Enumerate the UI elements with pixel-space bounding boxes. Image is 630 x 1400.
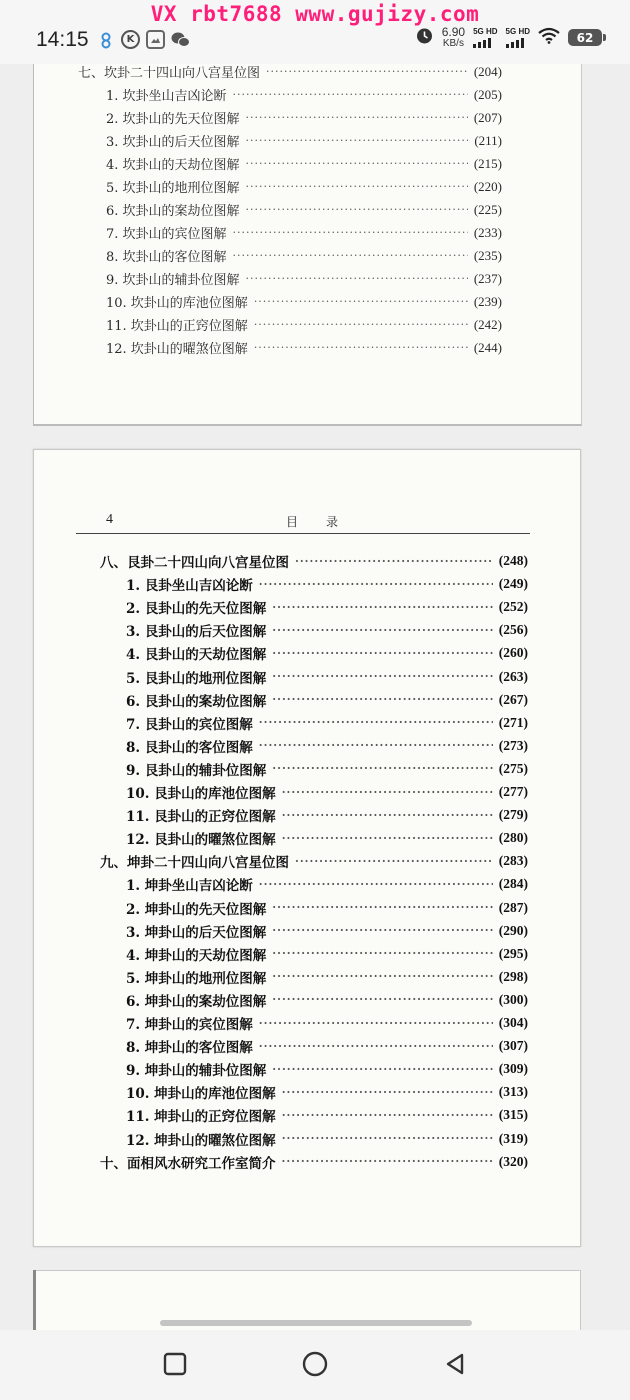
leader-dots bbox=[272, 601, 492, 614]
toc-entry-page: (313) bbox=[498, 1084, 528, 1100]
toc-entry-title: 5. 艮卦山的地刑位图解 bbox=[126, 670, 267, 687]
toc-entry-page: (283) bbox=[498, 853, 528, 869]
toc-entry-title: 九、坤卦二十四山向八宫星位图 bbox=[100, 855, 289, 872]
leader-dots bbox=[272, 993, 492, 1006]
toc-entry bbox=[126, 944, 528, 964]
toc-entry-title: 3. 坎卦山的后天位图解 bbox=[106, 135, 240, 150]
toc-entry bbox=[126, 921, 528, 941]
toc-entry-page: (267) bbox=[498, 691, 528, 707]
toc-entry bbox=[126, 597, 528, 617]
leader-dots bbox=[282, 1155, 493, 1168]
toc-entry-title: 10. 艮卦山的库池位图解 bbox=[126, 786, 276, 802]
leader-dots bbox=[259, 878, 493, 891]
toc-entry-page: (252) bbox=[498, 599, 528, 615]
toc-entry-title: 3. 坤卦山的后天位图解 bbox=[126, 924, 267, 941]
leader-dots bbox=[272, 670, 492, 683]
toc-entry-page: (290) bbox=[498, 922, 528, 938]
page-number: 4 bbox=[106, 512, 113, 527]
toc-entry-title: 1. 艮卦坐山吉凶论断 bbox=[126, 578, 253, 595]
toc-entry-page: (204) bbox=[473, 63, 502, 79]
toc-entry-title: 12. 坎卦山的曜煞位图解 bbox=[106, 342, 248, 357]
toc-entry bbox=[126, 736, 528, 756]
toc-entry-title: 8. 坤卦山的客位图解 bbox=[126, 1040, 253, 1057]
leader-dots bbox=[282, 1132, 493, 1145]
sim2-label: 5G HD bbox=[505, 27, 530, 36]
leader-dots bbox=[272, 624, 492, 637]
system-nav-bar bbox=[0, 1330, 630, 1400]
toc-entry-page: (239) bbox=[473, 293, 502, 309]
leader-dots bbox=[282, 832, 493, 845]
toc-entry bbox=[126, 782, 528, 802]
leader-dots bbox=[259, 1017, 493, 1030]
toc-entry-page: (277) bbox=[498, 784, 528, 799]
toc-entry-title: 6. 艮卦山的案劫位图解 bbox=[126, 693, 267, 710]
toc-entry-title: 2. 坤卦山的先天位图解 bbox=[126, 901, 267, 918]
toc-entry bbox=[126, 874, 528, 894]
net-speed-unit: KB/s bbox=[442, 37, 464, 49]
toc-entry-page: (263) bbox=[498, 668, 528, 684]
toc-entry-page: (275) bbox=[498, 760, 528, 776]
toc-entry bbox=[126, 990, 528, 1010]
recents-button[interactable] bbox=[157, 1346, 193, 1382]
toc-entry-page: (248) bbox=[498, 553, 528, 568]
toc-entry-page: (233) bbox=[473, 224, 502, 240]
sim1-label: 5G HD bbox=[473, 27, 498, 36]
toc-entry bbox=[126, 574, 528, 594]
toc-entry-title: 1. 坤卦坐山吉凶论断 bbox=[126, 878, 253, 895]
leader-dots bbox=[259, 739, 493, 752]
toc-entry-title: 9. 艮卦山的辅卦位图解 bbox=[126, 762, 267, 779]
toc-section-heading bbox=[100, 851, 528, 871]
page-edge bbox=[33, 1270, 36, 1330]
toc-entry-page: (315) bbox=[498, 1107, 528, 1123]
clock: 14:15 bbox=[36, 28, 89, 51]
toc-entry-title: 4. 坎卦山的天劫位图解 bbox=[106, 158, 240, 173]
toc-entry-title: 7. 坎卦山的宾位图解 bbox=[106, 227, 227, 242]
toc-entry-page: (319) bbox=[498, 1130, 528, 1146]
toc-entry-title: 8. 艮卦山的客位图解 bbox=[126, 739, 253, 756]
toc-entry-page: (237) bbox=[473, 270, 502, 286]
toc-entry-page: (300) bbox=[498, 991, 528, 1007]
leader-dots bbox=[282, 786, 493, 799]
toc-entry bbox=[126, 967, 528, 987]
toc-entry-page: (235) bbox=[473, 247, 502, 263]
toc-entry-page: (279) bbox=[498, 807, 528, 823]
toc-entry bbox=[126, 1013, 528, 1033]
toc-section-heading bbox=[100, 551, 528, 571]
toc-entry bbox=[126, 1129, 528, 1149]
toc-entry-title: 2. 坎卦山的先天位图解 bbox=[106, 112, 240, 127]
toc-entry bbox=[126, 759, 528, 779]
leader-dots bbox=[272, 924, 492, 937]
leader-dots bbox=[295, 555, 493, 568]
toc-entry-page: (309) bbox=[498, 1061, 528, 1077]
toc-entry-title: 5. 坎卦山的地刑位图解 bbox=[106, 181, 240, 196]
leader-dots bbox=[259, 1040, 493, 1053]
toc-entry bbox=[126, 667, 528, 687]
toc-entry-page: (207) bbox=[473, 109, 502, 125]
toc-entry-title: 9. 坤卦山的辅卦位图解 bbox=[126, 1063, 267, 1080]
circle-icon bbox=[301, 1350, 329, 1378]
k-app-icon: K bbox=[121, 30, 140, 49]
toc-entry-page: (295) bbox=[498, 945, 528, 961]
toc-entry bbox=[126, 898, 528, 918]
toc-entry-page: (260) bbox=[498, 645, 528, 661]
toc-entry-page: (271) bbox=[498, 714, 528, 730]
toc-entry-page: (304) bbox=[498, 1015, 528, 1030]
toc-entry-page: (225) bbox=[473, 201, 502, 217]
toc-entry-title: 10. 坤卦山的库池位图解 bbox=[126, 1086, 276, 1103]
toc-entry-page: (284) bbox=[498, 876, 528, 892]
horizontal-scrollbar[interactable] bbox=[160, 1320, 472, 1326]
toc-entry bbox=[126, 1036, 528, 1056]
toc-entry bbox=[126, 643, 528, 663]
leader-dots bbox=[259, 578, 493, 591]
toc-entry bbox=[126, 690, 528, 710]
toc-entry-title: 3. 艮卦山的后天位图解 bbox=[126, 624, 267, 641]
leader-dots bbox=[272, 947, 492, 960]
net-speed-value: 6.90 bbox=[441, 24, 466, 39]
toc-entry-page: (205) bbox=[473, 86, 502, 102]
toc-entry-page: (298) bbox=[498, 968, 528, 984]
toc-entry-title: 10. 坎卦山的库池位图解 bbox=[106, 296, 248, 311]
page-header-title: 目录 bbox=[286, 515, 367, 529]
toc-entry bbox=[126, 828, 528, 848]
toc-entry-title: 5. 坤卦山的地刑位图解 bbox=[126, 970, 267, 987]
toc-entry-page: (320) bbox=[498, 1153, 528, 1169]
toc-entry bbox=[126, 1105, 528, 1125]
leader-dots bbox=[272, 1063, 492, 1076]
toc-entry-page: (249) bbox=[498, 576, 528, 592]
leader-dots bbox=[282, 1086, 493, 1099]
leader-dots bbox=[295, 855, 493, 868]
back-button[interactable] bbox=[437, 1346, 473, 1382]
toc-entry-title: 12. 坤卦山的曜煞位图解 bbox=[126, 1132, 276, 1149]
toc-entry bbox=[126, 1059, 528, 1079]
toc-entry-page: (287) bbox=[498, 899, 528, 915]
home-button[interactable] bbox=[297, 1346, 333, 1382]
toc-section-heading bbox=[100, 1152, 528, 1172]
leader-dots bbox=[282, 809, 493, 822]
toc-entry-title: 7. 艮卦山的宾位图解 bbox=[126, 716, 253, 733]
toc-entry-title: 6. 坎卦山的案劫位图解 bbox=[106, 204, 240, 219]
toc-entry-title: 11. 艮卦山的正窍位图解 bbox=[126, 809, 276, 826]
toc-entry-page: (273) bbox=[498, 737, 528, 753]
toc-entry-page: (280) bbox=[498, 830, 528, 846]
square-icon bbox=[162, 1351, 188, 1377]
leader-dots bbox=[272, 901, 492, 914]
toc-entry-title: 八、艮卦二十四山向八宫星位图 bbox=[100, 555, 289, 571]
toc-entry-title: 4. 坤卦山的天劫位图解 bbox=[126, 947, 267, 964]
leader-dots bbox=[272, 970, 492, 983]
battery-indicator: 62 bbox=[568, 29, 602, 46]
leader-dots bbox=[272, 762, 492, 775]
toc-entry bbox=[126, 805, 528, 825]
toc-entry-title: 1. 坎卦坐山吉凶论断 bbox=[106, 89, 227, 104]
toc-entry-page: (215) bbox=[473, 155, 502, 171]
toc-entry-page: (242) bbox=[473, 316, 502, 332]
toc-entry-title: 9. 坎卦山的辅卦位图解 bbox=[106, 273, 240, 288]
toc-entry-title: 十、面相风水研究工作室简介 bbox=[100, 1155, 276, 1172]
toc-entry bbox=[126, 620, 528, 640]
toc-entry-title: 12. 艮卦山的曜煞位图解 bbox=[126, 832, 276, 849]
toc-entry-title: 7. 坤卦山的宾位图解 bbox=[126, 1017, 253, 1033]
toc-entry-title: 6. 坤卦山的案劫位图解 bbox=[126, 993, 267, 1010]
leader-dots bbox=[272, 647, 492, 660]
toc-entry-title: 2. 艮卦山的先天位图解 bbox=[126, 601, 267, 618]
toc-entry-page: (307) bbox=[498, 1038, 528, 1054]
triangle-back-icon bbox=[442, 1351, 468, 1377]
toc-entry-title: 11. 坤卦山的正窍位图解 bbox=[126, 1109, 276, 1126]
toc-entry-title: 4. 艮卦山的天劫位图解 bbox=[126, 647, 267, 664]
toc-entry-title: 11. 坎卦山的正窍位图解 bbox=[106, 319, 248, 334]
watermark-text: VX rbt7688 www.gujizy.com bbox=[150, 2, 480, 26]
leader-dots bbox=[282, 1109, 493, 1122]
toc-entry-title: 七、坎卦二十四山向八宫星位图 bbox=[78, 66, 261, 81]
toc-entry-page: (220) bbox=[473, 178, 502, 194]
toc-entry-title: 8. 坎卦山的客位图解 bbox=[106, 250, 227, 265]
toc-entry-page: (244) bbox=[473, 339, 502, 355]
toc-entry-page: (211) bbox=[474, 132, 502, 148]
toc-entry bbox=[126, 1082, 528, 1102]
toc-entry-page: (256) bbox=[498, 622, 528, 638]
toc-entry bbox=[126, 713, 528, 733]
leader-dots bbox=[272, 693, 492, 706]
leader-dots bbox=[259, 716, 493, 729]
